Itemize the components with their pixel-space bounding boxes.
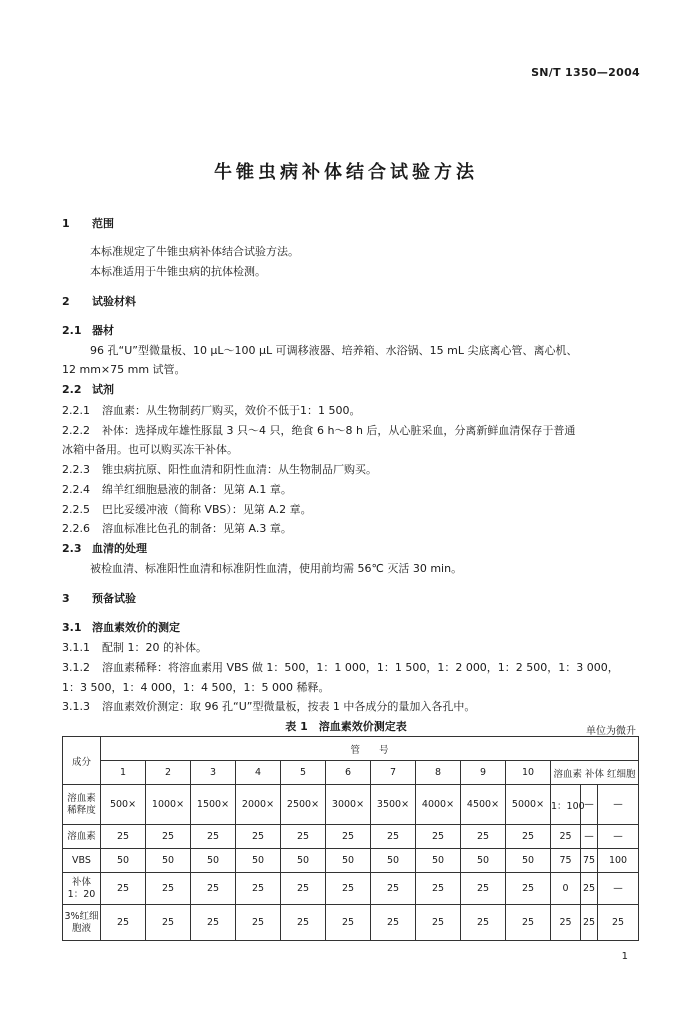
row-label-cell: 补体 1：20 <box>63 873 101 905</box>
section-3-1-2-cont: 1：3 500，1：4 000，1：4 500，1：5 000 稀释。 <box>62 681 330 694</box>
table-cell: 2000× <box>236 785 281 825</box>
tube-number-cell: 1 <box>101 761 146 785</box>
table-cell: 25 <box>236 905 281 941</box>
page-number: 1 <box>621 951 628 962</box>
table-cell: 25 <box>416 825 461 849</box>
table-cell: 25 <box>581 905 598 941</box>
section-2-2-5: 2.2.5 巴比妥缓冲液（简称 VBS）：见第 A.2 章。 <box>62 503 312 516</box>
section-2-2-3: 2.2.3 锥虫病抗原、阳性血清和阴性血清：从生物制品厂购买。 <box>62 463 377 476</box>
document-title: 牛锥虫病补体结合试验方法 <box>214 162 478 183</box>
table-cell: 75 <box>581 849 598 873</box>
table-tube-number-row <box>63 761 639 785</box>
table-cell: 25 <box>236 825 281 849</box>
tube-number-cell: 3 <box>191 761 236 785</box>
table-cell: 4000× <box>416 785 461 825</box>
table-cell: 50 <box>326 849 371 873</box>
table-cell: 4500× <box>461 785 506 825</box>
table-cell: 25 <box>146 825 191 849</box>
table-cell: 50 <box>101 849 146 873</box>
table-cell: 25 <box>461 873 506 905</box>
table-cell: 25 <box>551 905 581 941</box>
section-3-1-heading: 3.1 溶血素效价的测定 <box>62 621 180 634</box>
section-1-paragraph-1: 本标准规定了牛锥虫病补体结合试验方法。 <box>90 245 299 258</box>
table-cell: 50 <box>506 849 551 873</box>
control-header-cell: 溶血素 补体 红细胞 <box>551 761 639 785</box>
table-cell: 0 <box>551 873 581 905</box>
table-cell: 3000× <box>326 785 371 825</box>
row-label-cell: 3%红细胞液 <box>63 905 101 941</box>
section-2-2-4: 2.2.4 绵羊红细胞悬液的制备：见第 A.1 章。 <box>62 483 292 496</box>
table-cell: 50 <box>281 849 326 873</box>
section-2-3-paragraph: 被检血清、标准阳性血清和标准阴性血清，使用前均需 56℃ 灭活 30 min。 <box>90 562 463 575</box>
tube-number-cell: 8 <box>416 761 461 785</box>
table-cell: 25 <box>146 873 191 905</box>
row-label-cell: 溶血素 <box>63 825 101 849</box>
table-cell: 25 <box>371 873 416 905</box>
row-label-cell: VBS <box>63 849 101 873</box>
table-cell: 100 <box>598 849 639 873</box>
section-2-3-heading: 2.3 血清的处理 <box>62 542 147 555</box>
section-2-2-6: 2.2.6 溶血标准比色孔的制备：见第 A.3 章。 <box>62 522 292 535</box>
section-3-1-2: 3.1.2 溶血素稀释：将溶血素用 VBS 做 1：500，1：1 000，1：1 500，1：2 000，1：2 500，1：3 000， <box>62 661 619 674</box>
table-cell: — <box>598 785 639 825</box>
table-cell: 75 <box>551 849 581 873</box>
section-2-2-2: 2.2.2 补体：选择成年雄性豚鼠 3 只～4 只，绝食 6 h～8 h 后，从心脏采血，分离新鲜血清保存于普通 <box>62 424 576 437</box>
row-label-cell: 溶血素稀释度 <box>63 785 101 825</box>
table-cell: — <box>581 785 598 825</box>
table-cell: 500× <box>101 785 146 825</box>
section-3-1-1: 3.1.1 配制 1：20 的补体。 <box>62 641 207 654</box>
table-cell: 25 <box>416 873 461 905</box>
table-cell: 25 <box>281 825 326 849</box>
section-2-heading: 2 试验材料 <box>62 295 136 308</box>
table-cell: 50 <box>461 849 506 873</box>
table-cell: 25 <box>461 905 506 941</box>
table-cell: 50 <box>236 849 281 873</box>
section-2-1-paragraph-cont: 12 mm×75 mm 试管。 <box>62 363 186 376</box>
table-cell: 25 <box>326 873 371 905</box>
table-cell: 25 <box>191 873 236 905</box>
standard-code: SN/T 1350—2004 <box>531 66 640 79</box>
table-cell: 25 <box>598 905 639 941</box>
table-row <box>63 785 639 825</box>
tube-group-header: 管 号 <box>101 737 639 761</box>
tube-number-cell: 6 <box>326 761 371 785</box>
tube-number-cell: 5 <box>281 761 326 785</box>
table-cell: 25 <box>281 905 326 941</box>
section-1-heading: 1 范围 <box>62 217 114 230</box>
table-cell: 25 <box>101 873 146 905</box>
table-header-row <box>63 737 639 761</box>
table-cell: 25 <box>461 825 506 849</box>
table-cell: 50 <box>191 849 236 873</box>
table-cell: 25 <box>101 825 146 849</box>
section-2-2-heading: 2.2 试剂 <box>62 383 114 396</box>
table-cell: 25 <box>551 825 581 849</box>
table-cell: 25 <box>506 905 551 941</box>
table-body <box>63 785 639 941</box>
table-cell: 1：100 <box>551 785 581 825</box>
table-cell: 1500× <box>191 785 236 825</box>
section-2-1-paragraph: 96 孔“U”型微量板、10 μL～100 μL 可调移液器、培养箱、水浴锅、15 mL 尖底离心管、离心机、 <box>90 344 578 357</box>
tube-number-cell: 2 <box>146 761 191 785</box>
table-cell: 25 <box>416 905 461 941</box>
table-cell: 25 <box>371 905 416 941</box>
section-2-2-2-cont: 冰箱中备用。也可以购买冻干补体。 <box>62 443 238 456</box>
table-cell: 2500× <box>281 785 326 825</box>
table-cell: — <box>598 873 639 905</box>
tube-number-cell: 7 <box>371 761 416 785</box>
table-cell: — <box>598 825 639 849</box>
section-1-paragraph-2: 本标准适用于牛锥虫病的抗体检测。 <box>90 265 266 278</box>
table-cell: 25 <box>101 905 146 941</box>
table-cell: 25 <box>581 873 598 905</box>
hemolysin-titer-table <box>62 736 639 941</box>
table-cell: 25 <box>326 825 371 849</box>
table-cell: 25 <box>506 825 551 849</box>
table-cell: 50 <box>416 849 461 873</box>
table-cell: 5000× <box>506 785 551 825</box>
table-cell: 50 <box>371 849 416 873</box>
section-3-heading: 3 预备试验 <box>62 592 136 605</box>
tube-number-cell: 10 <box>506 761 551 785</box>
table-cell: 25 <box>326 905 371 941</box>
table-row <box>63 905 639 941</box>
table-row <box>63 873 639 905</box>
table-row <box>63 849 639 873</box>
section-2-1-heading: 2.1 器材 <box>62 324 114 337</box>
table-cell: 25 <box>191 905 236 941</box>
section-2-2-1: 2.2.1 溶血素：从生物制药厂购买，效价不低于1：1 500。 <box>62 404 361 417</box>
table-cell: 25 <box>146 905 191 941</box>
table-cell: 25 <box>281 873 326 905</box>
table-corner-cell: 成分 <box>63 737 101 785</box>
table-cell: 3500× <box>371 785 416 825</box>
table-cell: 25 <box>371 825 416 849</box>
table-cell: 50 <box>146 849 191 873</box>
table-row <box>63 825 639 849</box>
table-cell: 25 <box>236 873 281 905</box>
table-cell: 25 <box>191 825 236 849</box>
table-cell: — <box>581 825 598 849</box>
table-cell: 25 <box>506 873 551 905</box>
table-cell: 1000× <box>146 785 191 825</box>
table-unit: 单位为微升 <box>586 726 636 737</box>
tube-number-cell: 9 <box>461 761 506 785</box>
tube-number-cell: 4 <box>236 761 281 785</box>
section-3-1-3: 3.1.3 溶血素效价测定：取 96 孔“U”型微量板，按表 1 中各成分的量加入各孔中。 <box>62 700 476 713</box>
table-caption: 表 1 溶血素效价测定表 <box>285 720 407 733</box>
